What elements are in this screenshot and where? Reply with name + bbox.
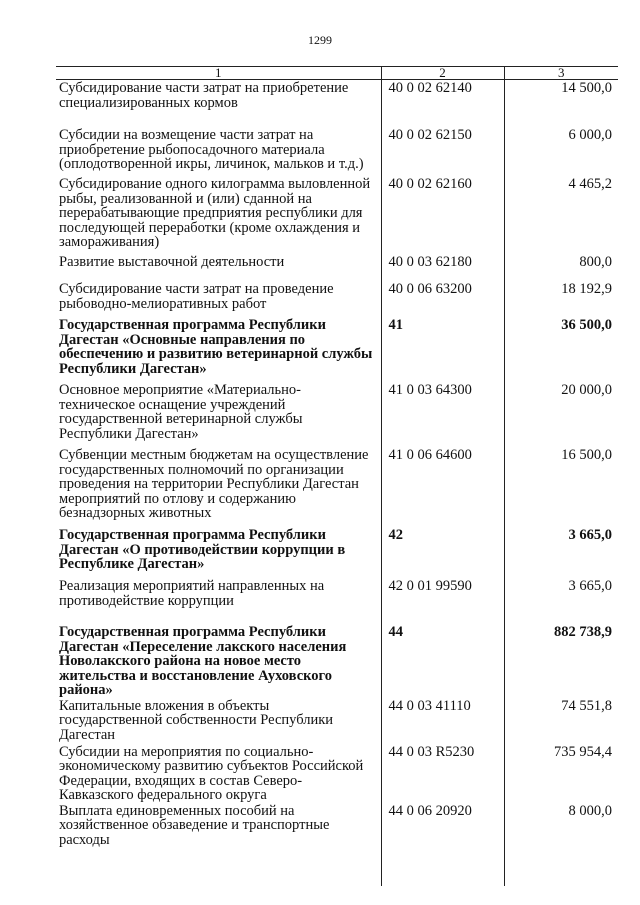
table-row — [56, 744, 618, 803]
row-name: Субсидирование части затрат на приобретение специализированных кормов — [59, 80, 349, 111]
row-name: Субвенции местным бюджетам на осуществление государственных полномочий по организации проведения на территории Республики Дагестан мероприятий по отлову и содержанию безнадзорных животных — [59, 447, 369, 521]
row-code: 41 0 06 64600 — [381, 447, 504, 527]
row-code: 41 0 03 64300 — [381, 382, 504, 447]
row-name: Развитие выставочной деятельности — [59, 254, 285, 270]
row-amount: 16 500,0 — [504, 447, 618, 527]
row-name: Субсидирование одного килограмма выловленной рыбы, реализованной и (или) сданной на перерабатывающие предприятия республики для последующей переработки (кроме охлаждения и замораживания) — [59, 176, 371, 250]
row-amount: 4 465,2 — [504, 176, 618, 254]
tail-name — [56, 847, 381, 886]
table-row — [56, 803, 618, 848]
table-row — [56, 624, 618, 698]
row-name: Реализация мероприятий направленных на противодействие коррупции — [59, 578, 325, 609]
row-code: 44 — [381, 624, 504, 698]
row-amount: 735 954,4 — [504, 744, 618, 803]
table-row — [56, 254, 618, 281]
row-amount: 800,0 — [504, 254, 618, 281]
row-amount: 3 665,0 — [504, 578, 618, 624]
table-row — [56, 527, 618, 578]
table-row — [56, 80, 618, 128]
table-tail-spacer — [56, 847, 618, 886]
row-code: 40 0 03 62180 — [381, 254, 504, 281]
row-code: 44 0 03 R5230 — [381, 744, 504, 803]
table-row — [56, 698, 618, 744]
row-name: Выплата единовременных пособий на хозяйственное обзаведение и транспортные расходы — [59, 802, 330, 848]
column-header-amount: 3 — [504, 67, 618, 80]
row-amount: 14 500,0 — [504, 80, 618, 128]
table-row — [56, 176, 618, 254]
table-row — [56, 447, 618, 527]
row-name: Основное мероприятие «Материально-техническое оснащение учреждений государственной ветеринарной службы Республики Дагестан» — [59, 382, 303, 442]
row-name: Государственная программа Республики Дагестан «О противодействии коррупции в Республике Дагестан» — [59, 527, 346, 572]
row-name: Капитальные вложения в объекты государственной собственности Республики Дагестан — [59, 697, 334, 743]
row-amount: 20 000,0 — [504, 382, 618, 447]
row-code: 42 — [381, 527, 504, 578]
row-code: 40 0 02 62150 — [381, 127, 504, 176]
budget-table — [56, 66, 618, 886]
row-name: Субсидии на возмещение части затрат на приобретение рыбопосадочного материала (оплодотворенной икры, личинок, мальков и т.д.) — [59, 127, 364, 172]
row-code: 42 0 01 99590 — [381, 578, 504, 624]
row-name: Государственная программа Республики Дагестан «Переселение лакского населения Новолакского района на новое место жительства и восстановление Ауховского района» — [59, 624, 347, 698]
row-code: 44 0 03 41110 — [381, 698, 504, 744]
column-header-code: 2 — [381, 67, 504, 80]
table-row — [56, 317, 618, 382]
tail-code — [381, 847, 504, 886]
row-name: Субсидирование части затрат на проведение рыбоводно-мелиоративных работ — [59, 281, 334, 312]
row-code: 44 0 06 20920 — [381, 803, 504, 848]
row-amount: 882 738,9 — [504, 624, 618, 698]
table-row — [56, 578, 618, 624]
column-header-name: 1 — [56, 67, 381, 80]
table-header-row — [56, 67, 618, 80]
row-name: Государственная программа Республики Дагестан «Основные направления по обеспечению и развитию ветеринарной службы Республики Дагестан» — [59, 317, 373, 377]
row-code: 41 — [381, 317, 504, 382]
table-row — [56, 127, 618, 176]
row-amount: 6 000,0 — [504, 127, 618, 176]
table-row — [56, 281, 618, 317]
row-code: 40 0 06 63200 — [381, 281, 504, 317]
row-amount: 18 192,9 — [504, 281, 618, 317]
row-code: 40 0 02 62140 — [381, 80, 504, 128]
table-body — [56, 80, 618, 887]
row-code: 40 0 02 62160 — [381, 176, 504, 254]
row-amount: 74 551,8 — [504, 698, 618, 744]
row-amount: 8 000,0 — [504, 803, 618, 848]
page-number: 1299 — [308, 33, 332, 47]
row-name: Субсидии на мероприятия по социально-экономическому развитию субъектов Российской Федерации, входящих в состав Северо-Кавказского федерального округа — [59, 743, 364, 803]
tail-amount — [504, 847, 618, 886]
row-amount: 36 500,0 — [504, 317, 618, 382]
row-amount: 3 665,0 — [504, 527, 618, 578]
table-row — [56, 382, 618, 447]
